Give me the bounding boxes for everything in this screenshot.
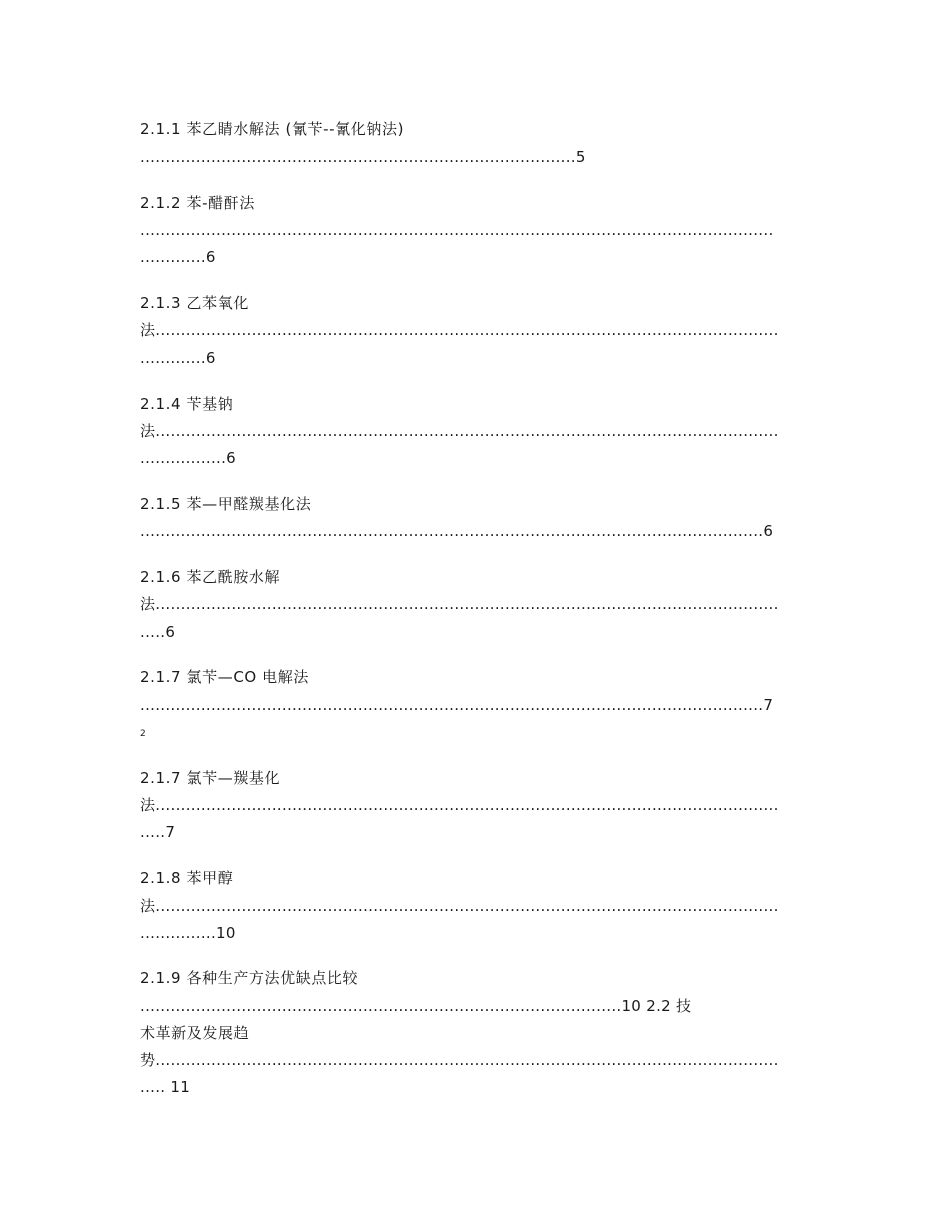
toc-entry-leader: 势........................................................................................................................... <box>140 1051 779 1069</box>
toc-entry-title: 2.1.2 苯-醋酐法 <box>140 194 255 212</box>
toc-entry-leader: ...........................................................................................................................6 <box>140 522 774 540</box>
toc-entry-continuation: 术革新及发展趋 <box>140 1024 250 1042</box>
toc-entry-leader: 法........................................................................................................................... <box>140 422 779 440</box>
toc-entry-page: .....7 <box>140 823 176 841</box>
toc-entry-title: 2.1.6 苯乙酰胺水解 <box>140 568 281 586</box>
toc-entry-title: 2.1.7 氯苄—羰基化 <box>140 769 281 787</box>
toc-entry-page: .....6 <box>140 623 176 641</box>
toc-entry-leader: ............................................................................................................................. <box>140 221 774 239</box>
toc-entry-leader: ...........................................................................................................................7 <box>140 696 774 714</box>
toc-entry-page: .................6 <box>140 449 237 467</box>
toc-entry-title: 2.1.5 苯—甲醛羰基化法 <box>140 495 312 513</box>
toc-entry-leader: ...............................................................................................10 2.2 技 <box>140 997 692 1015</box>
page-marker: 2 <box>140 729 146 739</box>
toc-entry-leader: 法........................................................................................................................... <box>140 796 779 814</box>
toc-entry-leader: 法........................................................................................................................... <box>140 595 779 613</box>
toc-entry-title: 2.1.4 苄基钠 <box>140 395 234 413</box>
toc-entry-page: .............6 <box>140 349 216 367</box>
toc-entry-leader: 法........................................................................................................................... <box>140 321 779 339</box>
toc-entry-title: 2.1.9 各种生产方法优缺点比较 <box>140 969 359 987</box>
toc-entry-leader: 法........................................................................................................................... <box>140 897 779 915</box>
toc-entry-title: 2.1.8 苯甲醇 <box>140 869 234 887</box>
toc-entry-title: 2.1.3 乙苯氧化 <box>140 294 249 312</box>
toc-entry-title: 2.1.1 苯乙睛水解法 (氰苄--氰化钠法) <box>140 120 405 138</box>
toc-entry-leader: ......................................................................................5 <box>140 148 586 166</box>
toc-entry-title: 2.1.7 氯苄—CO 电解法 <box>140 668 309 686</box>
toc-entry-page: .............6 <box>140 248 216 266</box>
toc-entry-page: ..... 11 <box>140 1078 191 1096</box>
toc-entry-page: ...............10 <box>140 924 236 942</box>
